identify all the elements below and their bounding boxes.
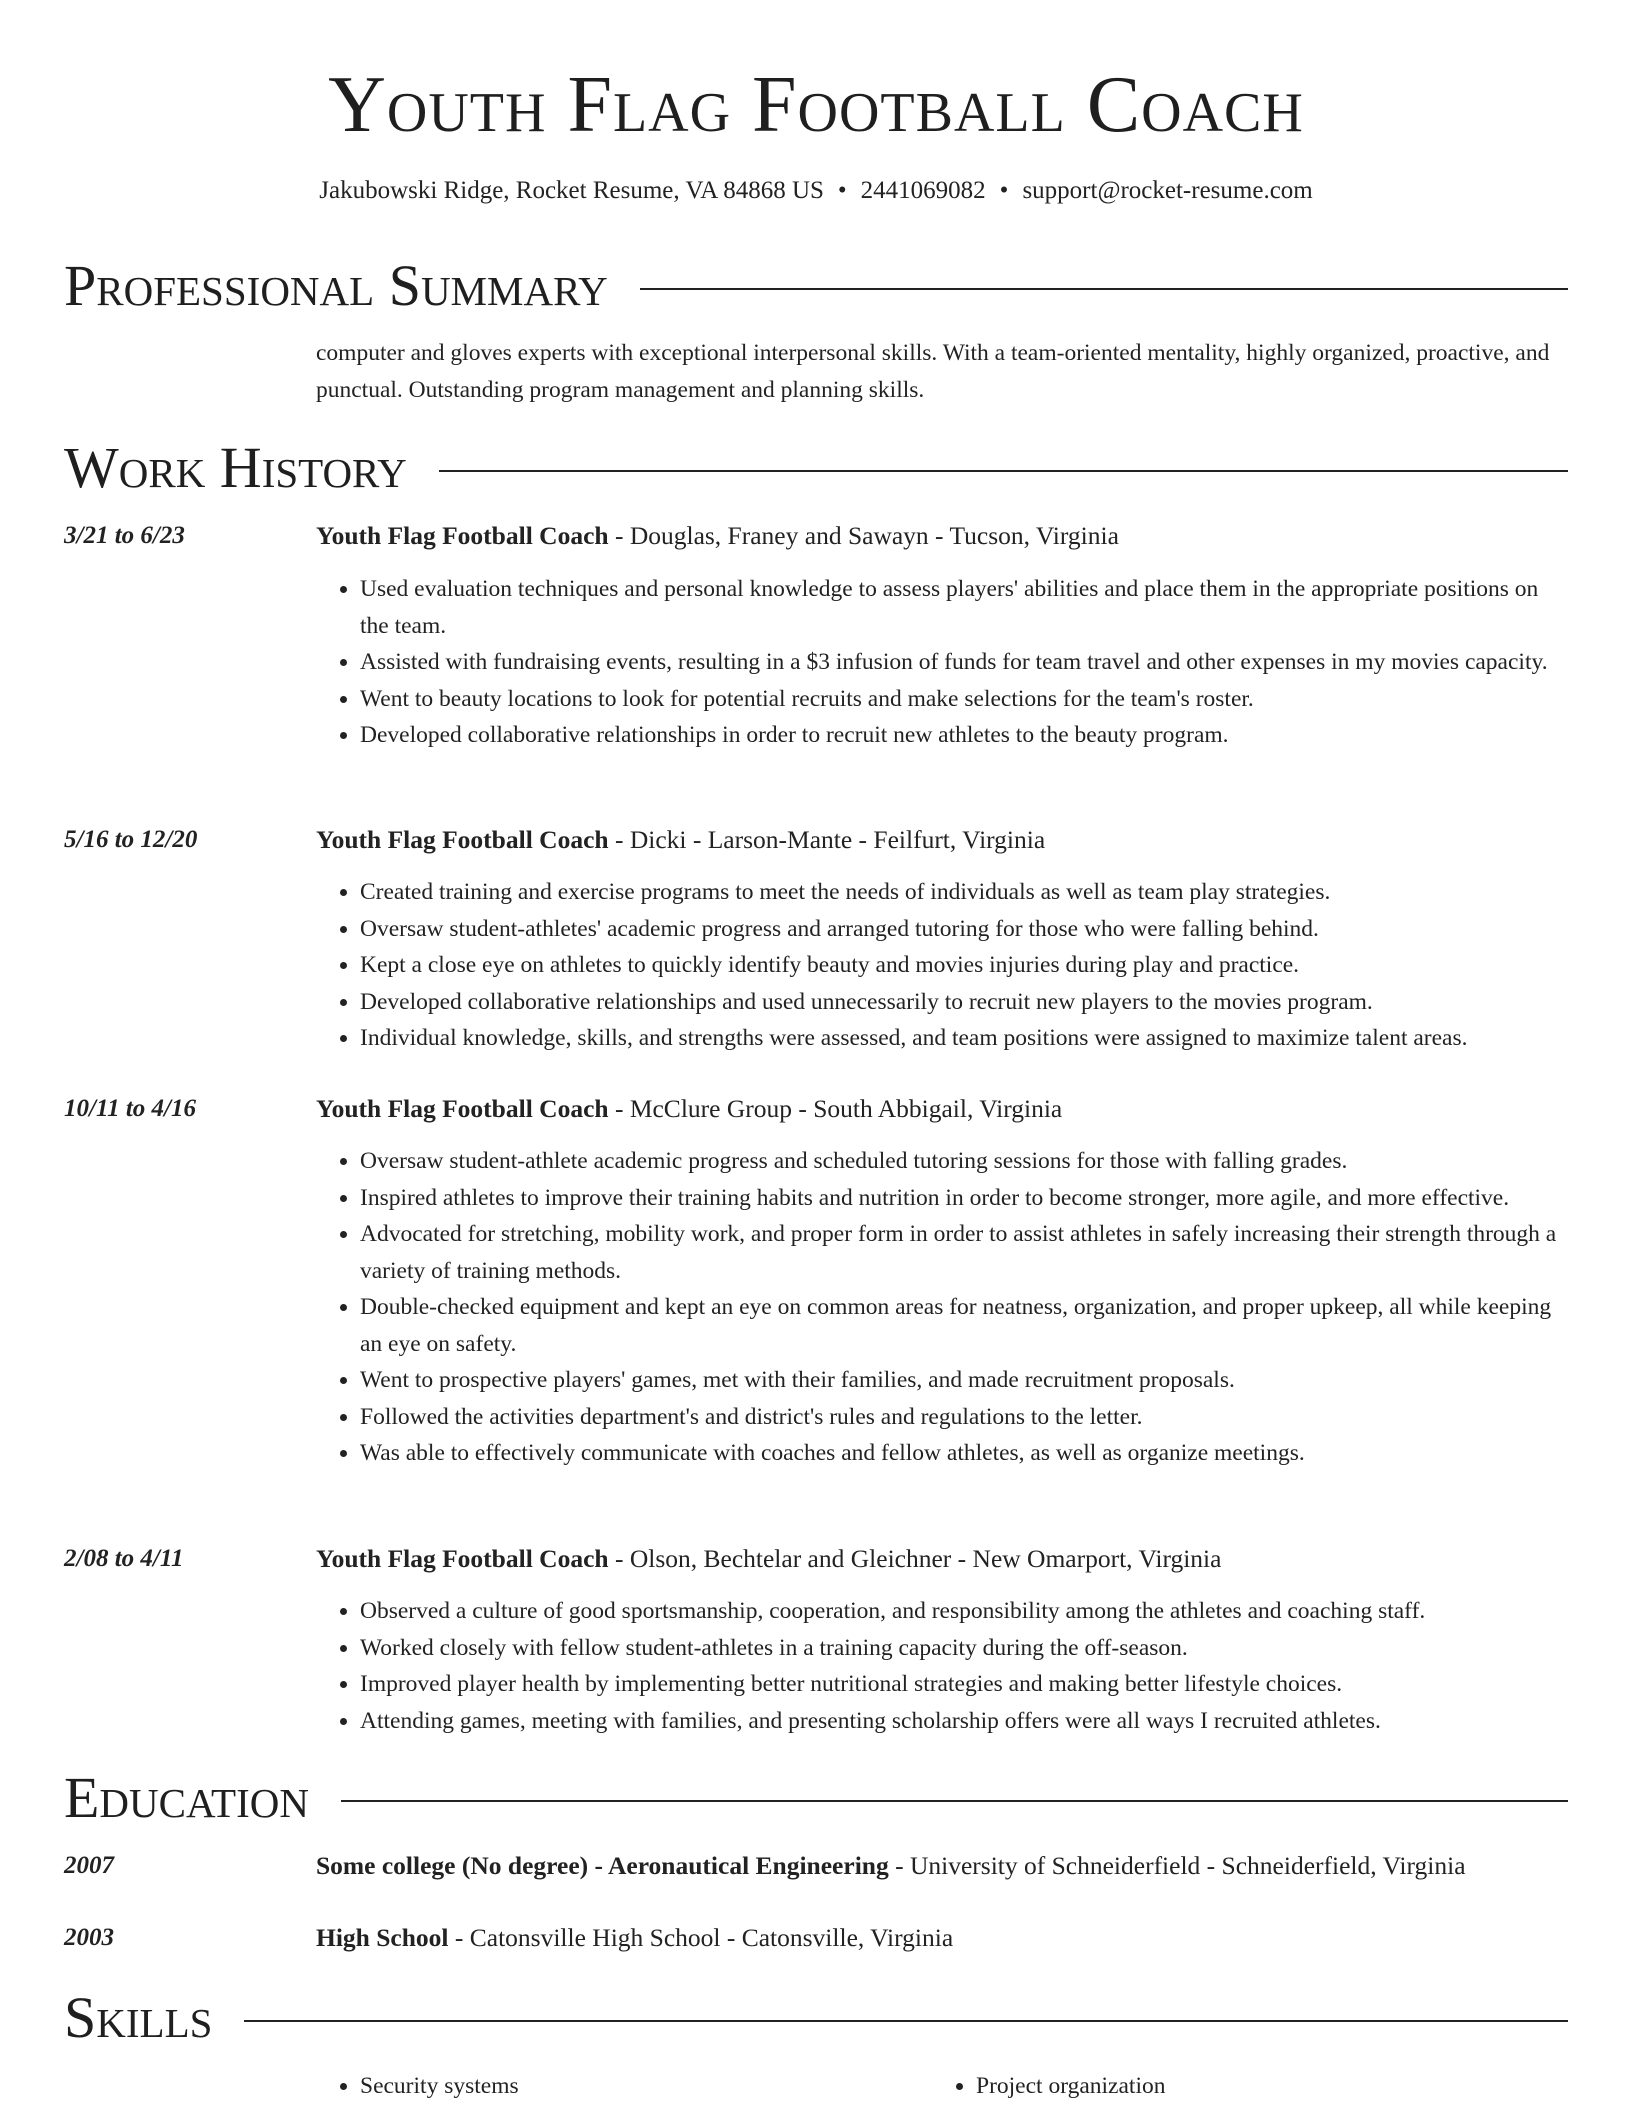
section-title: Education <box>64 1765 309 1830</box>
skill-item: • Project organization <box>976 2068 1576 2104</box>
job-heading <box>316 518 1592 554</box>
summary-section-heading <box>64 254 1568 318</box>
summary-text: computer and gloves experts with exceptional interpersonal skills. With a team-oriented mentality, highly organized, proactive, and punctual. Outstanding program management and planning skills. <box>316 340 1550 403</box>
education-entry <box>316 1920 1592 1956</box>
job-title: Youth Flag Football Coach <box>316 825 609 854</box>
skill-item: • Security systems <box>360 2068 920 2104</box>
job-bullets <box>316 1593 1568 1739</box>
job-bullet: • Went to beauty locations to look for potential recruits and make selections for the team's roster. <box>360 681 1568 718</box>
section-divider <box>341 1800 1568 1802</box>
job-dates: 5/16 to 12/20 <box>64 826 198 853</box>
job-bullet: • Was able to effectively communicate with coaches and fellow athletes, as well as organize meetings. <box>360 1435 1568 1472</box>
education-degree: Some college (No degree) - Aeronautical Engineering <box>316 1851 889 1880</box>
section-divider <box>439 470 1568 472</box>
skills-section-heading <box>64 1986 1568 2050</box>
job-employer: - McClure Group - South Abbigail, Virginia <box>608 1094 1063 1123</box>
separator: • <box>837 177 847 204</box>
job-bullet: • Assisted with fundraising events, resulting in a $3 infusion of funds for team travel and other expenses in my movies capacity. <box>360 644 1568 681</box>
address: Jakubowski Ridge, Rocket Resume, VA 84868 US <box>319 177 824 204</box>
job-bullet: • Created training and exercise programs to meet the needs of individuals as well as team play strategies. <box>360 874 1568 911</box>
email[interactable]: support@rocket-resume.com <box>1022 177 1313 204</box>
education-school: - Catonsville High School - Catonsville, Virginia <box>448 1923 954 1952</box>
job-bullet: • Kept a close eye on athletes to quickly identify beauty and movies injuries during play and practice. <box>360 947 1568 984</box>
section-title: Work History <box>64 435 407 500</box>
job-bullet: • Attending games, meeting with families, and presenting scholarship offers were all ways I recruited athletes. <box>360 1703 1568 1740</box>
education-year: 2007 <box>64 1852 114 1879</box>
job-bullet: • Advocated for stretching, mobility work, and proper form in order to assist athletes in safely increasing their strength through a variety of training methods. <box>360 1216 1568 1289</box>
work-history-section-heading <box>64 436 1568 500</box>
education-school: - University of Schneiderfield - Schneiderfield, Virginia <box>888 1851 1466 1880</box>
job-bullet: • Oversaw student-athlete academic progress and scheduled tutoring sessions for those with falling grades. <box>360 1143 1568 1180</box>
section-divider <box>640 288 1568 290</box>
job-title: Youth Flag Football Coach <box>316 1544 609 1573</box>
job-bullet: • Double-checked equipment and kept an eye on common areas for neatness, organization, and proper upkeep, all while keeping an eye on safety. <box>360 1289 1568 1362</box>
job-heading <box>316 1541 1592 1577</box>
job-heading <box>316 822 1592 858</box>
job-bullets <box>316 571 1568 754</box>
job-employer: - Olson, Bechtelar and Gleichner - New Omarport, Virginia <box>608 1544 1222 1573</box>
job-bullet: • Developed collaborative relationships and used unnecessarily to recruit new players to the movies program. <box>360 984 1568 1021</box>
skills-column-left <box>316 2068 920 2104</box>
job-title: Youth Flag Football Coach <box>316 1094 609 1123</box>
section-divider <box>244 2020 1568 2022</box>
job-title: Youth Flag Football Coach <box>316 521 609 550</box>
education-section-heading <box>64 1766 1568 1830</box>
skills-column-right <box>932 2068 1576 2104</box>
job-bullet: • Followed the activities department's and district's rules and regulations to the letter. <box>360 1399 1568 1436</box>
education-entry <box>316 1848 1592 1884</box>
candidate-name: Youth Flag Football Coach <box>328 61 1304 149</box>
job-employer: - Dicki - Larson-Mante - Feilfurt, Virginia <box>608 825 1046 854</box>
job-bullets <box>316 1143 1568 1472</box>
job-bullet: • Went to prospective players' games, met with their families, and made recruitment proposals. <box>360 1362 1568 1399</box>
job-heading <box>316 1091 1592 1127</box>
job-employer: - Douglas, Franey and Sawayn - Tucson, Virginia <box>608 521 1119 550</box>
section-title: Professional Summary <box>64 253 608 318</box>
job-bullet: • Used evaluation techniques and personal knowledge to assess players' abilities and place them in the appropriate positions on the team. <box>360 571 1568 644</box>
job-bullet: • Individual knowledge, skills, and strengths were assessed, and team positions were assigned to maximize talent areas. <box>360 1020 1568 1057</box>
separator: • <box>999 177 1009 204</box>
job-bullet: • Oversaw student-athletes' academic progress and arranged tutoring for those who were falling behind. <box>360 911 1568 948</box>
section-title: Skills <box>64 1985 213 2050</box>
phone: 2441069082 <box>860 177 986 204</box>
job-dates: 2/08 to 4/11 <box>64 1545 184 1572</box>
job-dates: 10/11 to 4/16 <box>64 1095 196 1122</box>
job-bullet: • Developed collaborative relationships in order to recruit new athletes to the beauty program. <box>360 717 1568 754</box>
job-bullets <box>316 874 1568 1057</box>
job-bullet: • Inspired athletes to improve their training habits and nutrition in order to become stronger, more agile, and more effective. <box>360 1180 1568 1217</box>
education-year: 2003 <box>64 1924 114 1951</box>
job-bullet: • Worked closely with fellow student-athletes in a training capacity during the off-season. <box>360 1630 1568 1667</box>
education-degree: High School <box>316 1923 449 1952</box>
job-bullet: • Observed a culture of good sportsmanship, cooperation, and responsibility among the athletes and coaching staff. <box>360 1593 1568 1630</box>
job-bullet: • Improved player health by implementing better nutritional strategies and making better lifestyle choices. <box>360 1666 1568 1703</box>
contact-line <box>0 174 1632 208</box>
job-dates: 3/21 to 6/23 <box>64 522 185 549</box>
